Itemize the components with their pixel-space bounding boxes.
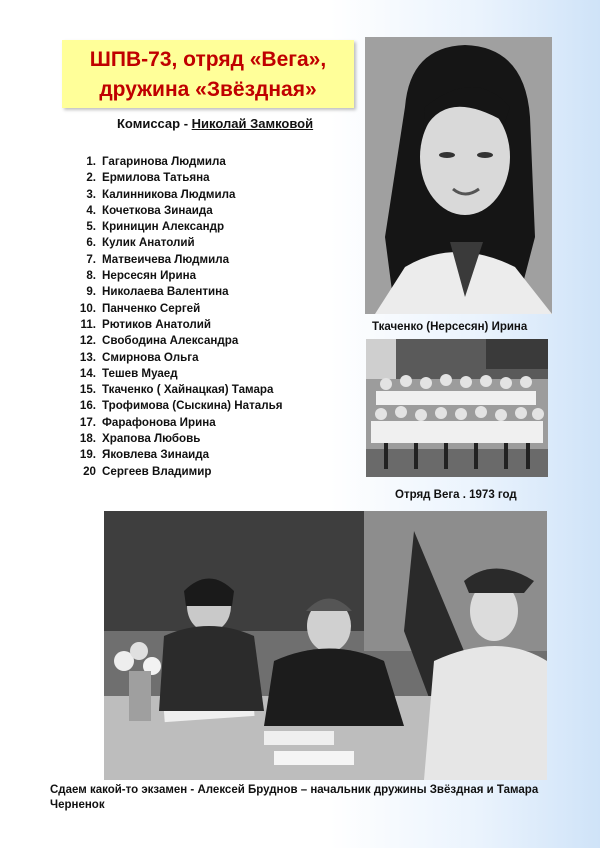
member-name: Смирнова Ольга <box>102 350 199 364</box>
member-name: Свободина Александра <box>102 334 239 348</box>
member-number: 13. <box>79 350 96 364</box>
title-line-2: дружина «Звёздная» <box>99 78 317 101</box>
member-number: 1. <box>86 155 96 168</box>
member-name: Гагаринова Людмила <box>102 155 226 168</box>
member-item <box>66 382 282 398</box>
member-number: 4. <box>86 203 96 217</box>
member-number: 16. <box>79 399 96 413</box>
member-item <box>66 187 282 203</box>
member-name: Ткаченко ( Хайнацкая) Тамара <box>102 383 274 397</box>
member-item <box>66 219 282 235</box>
member-number: 17. <box>79 415 96 429</box>
member-name: Трофимова (Сыскина) Наталья <box>102 399 283 413</box>
group-photo <box>366 339 548 477</box>
member-name: Яковлева Зинаида <box>102 448 210 462</box>
member-number: 2. <box>86 171 96 185</box>
member-number: 11. <box>80 317 96 331</box>
member-name: Ермилова Татьяна <box>102 171 210 185</box>
member-item <box>66 398 282 414</box>
member-item <box>66 415 282 431</box>
member-item <box>66 268 282 284</box>
commissar-name: Николай Замковой <box>191 116 314 131</box>
member-name: Фарафонова Ирина <box>102 415 216 429</box>
member-name: Панченко Сергей <box>102 301 201 315</box>
member-number: 14. <box>79 366 96 380</box>
group-caption: Отряд Вега . 1973 год <box>395 489 517 501</box>
member-number: 10. <box>79 301 96 315</box>
member-number: 19. <box>79 448 96 462</box>
member-item <box>66 203 282 219</box>
portrait-photo <box>365 37 552 314</box>
member-item <box>66 464 282 480</box>
exam-photo <box>104 511 547 780</box>
member-name: Криницин Александр <box>102 220 225 234</box>
member-name: Николаева Валентина <box>102 285 229 299</box>
member-name: Кочеткова Зинаида <box>102 203 213 217</box>
member-number: 15. <box>79 383 96 397</box>
title-line-1: ШПВ-73, отряд «Вега», <box>89 48 327 71</box>
commissar-label: Комиссар - <box>117 116 192 131</box>
member-name: Тешев Муаед <box>102 366 178 380</box>
exam-caption: Сдаем какой-то экзамен - Алексей Бруднов – начальник дружины Звёздная и Тамара Черненок <box>50 784 539 811</box>
title-banner <box>62 40 354 108</box>
commissar-line <box>117 116 313 131</box>
member-name: Матвеичева Людмила <box>102 252 230 266</box>
member-item <box>66 366 282 382</box>
member-number: 3. <box>86 187 96 201</box>
member-item <box>66 301 282 317</box>
portrait-caption: Ткаченко (Нерсесян) Ирина <box>372 321 528 333</box>
member-name: Нерсесян Ирина <box>102 269 197 283</box>
member-number: 8. <box>86 269 96 283</box>
member-item <box>66 284 282 300</box>
member-name: Кулик Анатолий <box>102 236 195 250</box>
member-item <box>66 252 282 268</box>
member-name: Рютиков Анатолий <box>102 317 211 331</box>
member-item <box>66 431 282 447</box>
member-item <box>66 350 282 366</box>
member-item <box>66 235 282 251</box>
member-number: 5. <box>86 220 96 234</box>
member-name: Калинникова Людмила <box>102 187 236 201</box>
member-name: Храпова Любовь <box>102 432 201 446</box>
member-item <box>66 447 282 463</box>
member-name: Сергеев Владимир <box>102 464 212 478</box>
member-item <box>66 154 282 170</box>
member-number: 6. <box>86 236 96 250</box>
member-number: 20 <box>83 464 96 478</box>
member-number: 7. <box>86 252 96 266</box>
member-number: 18. <box>79 432 96 446</box>
member-number: 9. <box>86 285 96 299</box>
member-number: 12. <box>79 334 96 348</box>
member-item <box>66 170 282 186</box>
member-item <box>66 333 282 349</box>
member-list <box>66 154 282 480</box>
member-item <box>66 317 282 333</box>
